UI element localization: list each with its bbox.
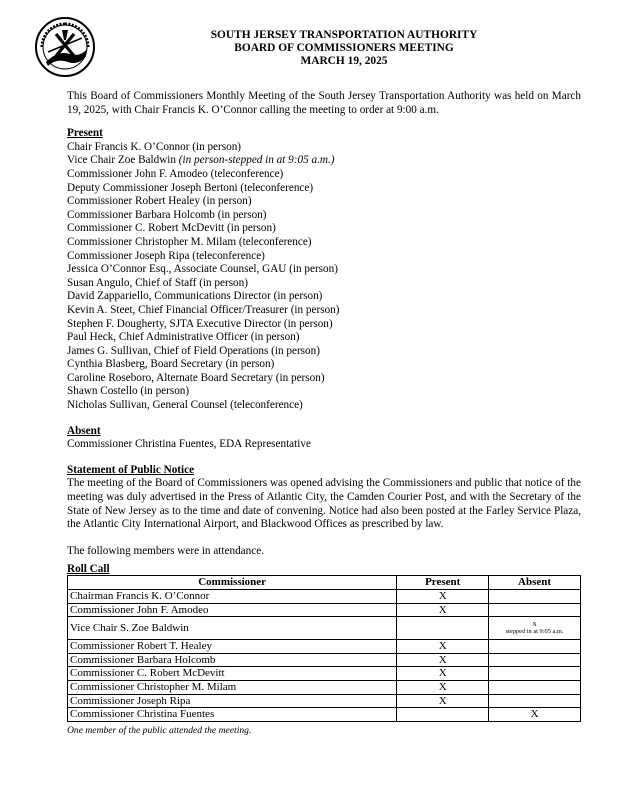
absent-cell bbox=[489, 667, 581, 681]
sjta-logo bbox=[34, 16, 96, 78]
document-body bbox=[67, 90, 581, 737]
absent-list bbox=[67, 438, 581, 452]
meeting-date: MARCH 19, 2025 bbox=[300, 55, 388, 68]
attendance-status: (teleconference) bbox=[227, 399, 303, 412]
attendee-name: Vice Chair Zoe Baldwin bbox=[67, 154, 176, 167]
commissioner-cell: Commissioner John F. Amodeo bbox=[68, 603, 397, 617]
attendee-item bbox=[67, 358, 581, 372]
attendance-status: (in person) bbox=[281, 317, 333, 330]
attendee-name: Cynthia Blasberg, Board Secretary bbox=[67, 358, 223, 371]
absent-mark: X bbox=[532, 621, 537, 629]
present-cell: X bbox=[397, 680, 489, 694]
commissioner-cell: Commissioner Christopher M. Milam bbox=[68, 680, 397, 694]
attendee-item bbox=[67, 195, 581, 209]
absent-cell bbox=[489, 694, 581, 708]
attendance-status: (in person) bbox=[137, 385, 190, 398]
attendee-item bbox=[67, 372, 581, 386]
table-row bbox=[68, 640, 581, 654]
table-row bbox=[68, 617, 581, 640]
attendee-name: Commissioner Barbara Holcomb bbox=[67, 208, 215, 221]
table-row bbox=[68, 708, 581, 722]
table-row bbox=[68, 590, 581, 604]
column-header: Absent bbox=[489, 576, 581, 590]
attendee-item bbox=[67, 263, 581, 277]
attendee-name: Chair Francis K. O’Connor bbox=[67, 140, 190, 153]
attendance-status: (in person) bbox=[270, 290, 323, 303]
table-header-row bbox=[68, 576, 581, 590]
commissioner-cell: Commissioner Barbara Holcomb bbox=[68, 653, 397, 667]
table-row bbox=[68, 667, 581, 681]
attendance-status: (in person-stepped in at 9:05 a.m.) bbox=[176, 154, 335, 167]
attendance-status: (in person) bbox=[196, 276, 248, 289]
absent-cell bbox=[489, 680, 581, 694]
absent-cell bbox=[489, 653, 581, 667]
attendance-status: (in person) bbox=[222, 358, 275, 371]
attendance-status: (teleconference) bbox=[207, 167, 284, 180]
attendee-name: Deputy Commissioner Joseph Bertoni bbox=[67, 181, 238, 194]
attendee-item bbox=[67, 304, 581, 318]
attendance-status: (in person) bbox=[214, 208, 267, 221]
present-cell: X bbox=[397, 653, 489, 667]
commissioner-cell: Vice Chair S. Zoe Baldwin bbox=[68, 617, 397, 640]
org-title: SOUTH JERSEY TRANSPORTATION AUTHORITY bbox=[210, 29, 478, 41]
footnote: One member of the public attended the meeting. bbox=[67, 724, 252, 736]
document-header bbox=[100, 29, 588, 69]
attendance-status: (teleconference) bbox=[189, 249, 265, 262]
attendee-item bbox=[67, 222, 581, 236]
present-cell bbox=[397, 708, 489, 722]
table-row bbox=[68, 694, 581, 708]
attendee-item bbox=[67, 290, 581, 304]
present-heading: Present bbox=[67, 127, 103, 140]
attendee-name: Commissioner Joseph Ripa bbox=[67, 249, 190, 262]
attendee-item bbox=[67, 209, 581, 223]
present-cell: X bbox=[397, 590, 489, 604]
meeting-title: BOARD OF COMMISSIONERS MEETING bbox=[234, 42, 454, 55]
table-row bbox=[68, 680, 581, 694]
attendee-name: Shawn Costello bbox=[67, 385, 138, 398]
column-header: Present bbox=[397, 576, 489, 590]
attendee-name: James G. Sullivan, Chief of Field Operations bbox=[67, 344, 269, 357]
intro-paragraph: This Board of Commissioners Monthly Meeting of the South Jersey Transportation Authority was held on March 19, 2025, with Chair Francis K. O’Connor calling the meeting to order at 9:00 a.m. bbox=[67, 90, 581, 116]
attendee-item bbox=[67, 345, 581, 359]
attendee-item bbox=[67, 385, 581, 399]
attendee-name: Jessica O’Connor Esq., Associate Counsel, GAU bbox=[67, 263, 287, 276]
attendee-name: David Zappariello, Communications Director bbox=[67, 290, 271, 303]
present-cell: X bbox=[397, 603, 489, 617]
attendee-item bbox=[67, 277, 581, 291]
commissioner-cell: Chairman Francis K. O’Connor bbox=[68, 590, 397, 604]
attendance-status: (in person) bbox=[268, 344, 320, 357]
column-header: Commissioner bbox=[68, 576, 397, 590]
attendee-name: Nicholas Sullivan, General Counsel bbox=[67, 399, 228, 412]
attendee-name: Commissioner C. Robert McDevitt bbox=[67, 222, 225, 235]
attendee-name: Stephen F. Dougherty, SJTA Executive Director bbox=[67, 317, 282, 330]
table-row bbox=[68, 653, 581, 667]
notice-heading: Statement of Public Notice bbox=[67, 463, 195, 476]
attendee-name: Commissioner John F. Amodeo bbox=[67, 167, 208, 180]
commissioner-cell: Commissioner Christina Fuentes bbox=[68, 708, 397, 722]
present-cell: X bbox=[397, 640, 489, 654]
table-row bbox=[68, 603, 581, 617]
attendance-status: (in person) bbox=[287, 303, 340, 316]
attendee-item bbox=[67, 168, 581, 182]
attendee-item bbox=[67, 318, 581, 332]
attendee-item bbox=[67, 331, 581, 345]
attendee-item bbox=[67, 399, 581, 413]
absent-item: Commissioner Christina Fuentes, EDA Representative bbox=[67, 438, 311, 451]
attendee-item bbox=[67, 236, 581, 250]
attendance-status: (in person) bbox=[189, 140, 242, 153]
attendee-name: Susan Angulo, Chief of Staff bbox=[67, 276, 197, 289]
absent-note: stepped in at 9:05 a.m. bbox=[505, 628, 564, 636]
absent-cell bbox=[489, 590, 581, 604]
commissioner-cell: Commissioner Robert T. Healey bbox=[68, 640, 397, 654]
absent-cell: X bbox=[489, 708, 581, 722]
attendance-status: (in person) bbox=[286, 263, 338, 276]
attendee-name: Kevin A. Steet, Chief Financial Officer/Treasurer bbox=[67, 303, 288, 316]
present-cell: X bbox=[397, 694, 489, 708]
present-list bbox=[67, 141, 581, 413]
commissioner-cell: Commissioner C. Robert McDevitt bbox=[68, 667, 397, 681]
absent-cell bbox=[489, 640, 581, 654]
absent-cell bbox=[489, 617, 581, 640]
attendance-status: (in person) bbox=[247, 331, 300, 344]
attendee-item bbox=[67, 182, 581, 196]
attendee-name: Commissioner Christopher M. Milam bbox=[67, 235, 237, 248]
attendance-status: (in person) bbox=[272, 371, 325, 384]
absent-heading: Absent bbox=[67, 424, 101, 437]
present-cell: X bbox=[397, 667, 489, 681]
attendance-status: (in person) bbox=[199, 195, 252, 208]
attendee-name: Caroline Roseboro, Alternate Board Secretary bbox=[67, 371, 273, 384]
absent-cell bbox=[489, 603, 581, 617]
roll-call-table bbox=[67, 575, 581, 721]
attendance-statement: The following members were in attendance. bbox=[67, 544, 264, 557]
attendance-status: (in person) bbox=[224, 222, 276, 235]
attendee-name: Commissioner Robert Healey bbox=[67, 195, 200, 208]
attendee-item bbox=[67, 250, 581, 264]
commissioner-cell: Commissioner Joseph Ripa bbox=[68, 694, 397, 708]
attendee-name: Paul Heck, Chief Administrative Officer bbox=[67, 331, 248, 344]
present-cell bbox=[397, 617, 489, 640]
attendee-item bbox=[67, 154, 581, 168]
attendance-status: (teleconference) bbox=[236, 235, 312, 248]
attendee-item bbox=[67, 141, 581, 155]
attendance-status: (teleconference) bbox=[237, 181, 314, 194]
notice-paragraph: The meeting of the Board of Commissioners was opened advising the Commissioners and public that notice of the meeting was duly advertised in the Press of Atlantic City, the Camden Courier Post, and with the Secretary of the State of New Jersey as to the time and date of convening. Notice had also been posted at the Farley Service Plaza, the Atlantic City International Airport, and Blackwood Offices as prescribed by law. bbox=[67, 477, 581, 531]
roll-call-heading: Roll Call bbox=[67, 563, 110, 576]
